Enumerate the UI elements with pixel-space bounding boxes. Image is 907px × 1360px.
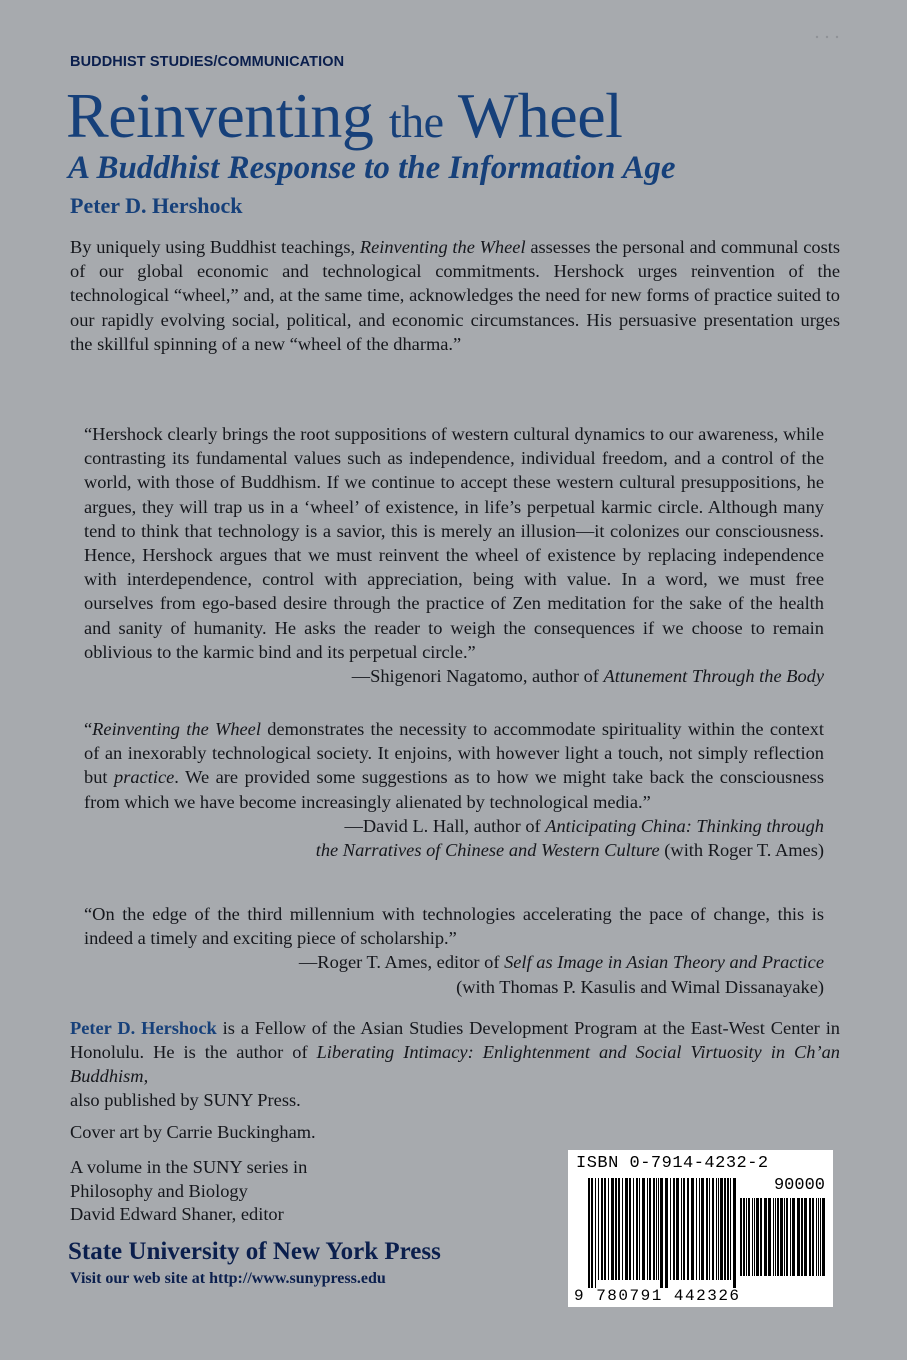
cover-art-credit: Cover art by Carrie Buckingham. bbox=[70, 1122, 316, 1142]
quote-2-reviewer: —David L. Hall, author of bbox=[344, 815, 546, 836]
blurb-text-2: assesses the personal and communal costs of our global economic and technological commitments. Hershock urges reinvention of the technological “wheel,” and, at the same time, acknowledges the need for new forms of practice suited to our rapidly evolving social, political, and economic circumstances. His persuasive presentation urges the skillful spinning of a new “wheel of the dharma.” bbox=[70, 237, 841, 354]
series-info bbox=[70, 1156, 307, 1227]
series-line-2: Philosophy and Biology bbox=[70, 1180, 248, 1201]
quote-2-title-italic: Reinventing the Wheel bbox=[92, 719, 261, 739]
barcode-bar bbox=[642, 1178, 645, 1280]
barcode-bar bbox=[716, 1178, 717, 1280]
quote-2-mid: demonstrates the necessity to accommodate spirituality within the context of an inexorably technological society. It enjoins, with however light a touch, not simply reflection but bbox=[84, 719, 824, 788]
quote-2-work-line-2: the Narratives of Chinese and Western Culture bbox=[315, 840, 660, 861]
barcode-bar bbox=[673, 1178, 675, 1280]
addon-barcode-bars bbox=[740, 1198, 825, 1288]
quote-1-attribution bbox=[84, 664, 824, 688]
review-quote-3 bbox=[84, 902, 824, 999]
price-code: 90000 bbox=[773, 1176, 825, 1195]
barcode-bar bbox=[718, 1178, 719, 1280]
barcode-bar bbox=[818, 1198, 819, 1276]
barcode-bar bbox=[591, 1178, 593, 1288]
barcode-bar bbox=[752, 1198, 753, 1276]
barcode-bar bbox=[812, 1198, 814, 1276]
barcode-bar bbox=[615, 1178, 617, 1280]
barcode-bar bbox=[588, 1178, 590, 1288]
barcode-bar bbox=[660, 1178, 663, 1288]
quote-2-practice-italic: practice bbox=[114, 767, 175, 788]
barcode-bar bbox=[777, 1198, 779, 1276]
series-line-1: A volume in the SUNY series in bbox=[70, 1157, 308, 1177]
quote-1-text: “Hershock clearly brings the root suppositions of western cultural dynamics to our awareness, while contrasting its fundamental values such as independence, individual freedom, and a control of the world, with those of Buddhism. If we continue to accept these western cultural presuppositions, he argues, they will trap us in a ‘wheel’ of existence, in life’s perpetual karmic circle. Although many tend to think that technology is a savior, this is merely an illusion—it colonizes our consciousness. Hence, Hershock argues that we must reinvent the wheel of existence by replacing independence with interdependence, control with appreciation, being with value. In a word, we must free ourselves from ego-based desire through the practice of Zen meditation for the sake of the health and sanity of humanity. He asks the reader to weigh the consequences if we choose to remain oblivious to the karmic bind and its perpetual circle.” bbox=[84, 424, 824, 662]
barcode-bar bbox=[681, 1178, 682, 1280]
review-quote-1 bbox=[84, 422, 824, 688]
title-part-3: Wheel bbox=[457, 80, 623, 151]
barcode-bar bbox=[701, 1178, 704, 1280]
barcode-bar bbox=[809, 1198, 811, 1276]
blurb-text-1: By uniquely using Buddhist teachings, bbox=[70, 237, 360, 257]
barcode-bar bbox=[706, 1178, 708, 1280]
barcode-bar bbox=[670, 1178, 671, 1280]
barcode-bar bbox=[629, 1178, 631, 1280]
bio-book-title: Liberating Intimacy: Enlightenment and Social Virtuosity in Ch’an Buddhism, bbox=[70, 1042, 840, 1086]
barcode-bar bbox=[595, 1178, 596, 1288]
barcode-bar bbox=[724, 1178, 726, 1280]
quote-3-coeditors: (with Thomas P. Kasulis and Wimal Dissanayake) bbox=[456, 976, 824, 997]
ean-digits: 9 780791 442326 bbox=[574, 1287, 741, 1305]
barcode-bar bbox=[740, 1198, 742, 1276]
barcode-bar bbox=[775, 1198, 776, 1276]
category-label: BUDDHIST STUDIES/COMMUNICATION bbox=[70, 54, 345, 70]
barcode-bar bbox=[820, 1198, 821, 1276]
barcode-bar bbox=[687, 1178, 689, 1280]
barcode-bar bbox=[622, 1178, 623, 1280]
barcode-bar bbox=[768, 1198, 771, 1276]
barcode-bar bbox=[696, 1178, 697, 1280]
bio-author-name: Peter D. Hershock bbox=[70, 1018, 217, 1038]
isbn-barcode bbox=[568, 1150, 833, 1307]
barcode-bar bbox=[683, 1178, 685, 1280]
barcode-bar bbox=[647, 1178, 648, 1280]
title-part-1: Reinventing bbox=[66, 80, 374, 151]
barcode-bar bbox=[653, 1178, 655, 1280]
barcode-bar bbox=[656, 1178, 657, 1280]
barcode-bar bbox=[639, 1178, 640, 1280]
barcode-bar bbox=[792, 1198, 795, 1276]
barcode-bar bbox=[754, 1198, 755, 1276]
barcode-bar bbox=[748, 1198, 750, 1276]
barcode-bar bbox=[733, 1178, 736, 1288]
quote-3-reviewer: —Roger T. Ames, editor of bbox=[298, 952, 505, 973]
barcode-bar bbox=[801, 1198, 803, 1276]
bio-text-1: is a Fellow of the Asian Studies Development Program at the East-West Center in Honolulu. He is the author of bbox=[70, 1018, 840, 1062]
barcode-bar bbox=[764, 1198, 767, 1276]
isbn-text: ISBN 0-7914-4232-2 bbox=[576, 1154, 769, 1173]
quote-3-attribution bbox=[84, 950, 824, 998]
quote-2-attribution bbox=[84, 814, 824, 862]
quote-2-open: “ bbox=[84, 719, 93, 739]
barcode-bar bbox=[618, 1178, 620, 1280]
barcode-bar bbox=[598, 1178, 599, 1280]
book-blurb bbox=[70, 235, 840, 356]
barcode-bar bbox=[665, 1178, 668, 1288]
barcode-bar bbox=[676, 1178, 679, 1280]
barcode-bar bbox=[784, 1198, 785, 1276]
barcode-bar bbox=[699, 1178, 700, 1280]
barcode-bar bbox=[773, 1198, 774, 1276]
bio-text-2: also published by SUNY Press. bbox=[70, 1090, 301, 1110]
barcode-bar bbox=[730, 1178, 731, 1280]
barcode-bar bbox=[691, 1178, 694, 1280]
corner-mark-icon bbox=[812, 33, 842, 41]
barcode-bar bbox=[604, 1178, 606, 1280]
quote-2-end: . We are provided some suggestions as to how we might take back the consciousness from which we have become increasingly alienated by technological media.” bbox=[84, 767, 824, 812]
barcode-bar bbox=[760, 1198, 762, 1276]
barcode-bar bbox=[709, 1178, 710, 1280]
title-part-2: the bbox=[388, 96, 444, 147]
quote-3-work: Self as Image in Asian Theory and Practice bbox=[504, 952, 824, 973]
quote-2-suffix: (with Roger T. Ames) bbox=[659, 840, 824, 861]
barcode-bar bbox=[786, 1198, 788, 1276]
publisher-name: State University of New York Press bbox=[68, 1238, 441, 1265]
barcode-bar bbox=[658, 1178, 659, 1280]
barcode-bar bbox=[611, 1178, 614, 1280]
barcode-bar bbox=[743, 1198, 745, 1276]
blurb-title-italic: Reinventing the Wheel bbox=[359, 237, 526, 257]
barcode-bar bbox=[601, 1178, 603, 1280]
barcode-bar bbox=[822, 1198, 825, 1276]
quote-3-text: “On the edge of the third millennium with technologies accelerating the pace of change, this is indeed a timely and exciting piece of scholarship.” bbox=[84, 904, 824, 949]
barcode-bar bbox=[790, 1198, 791, 1276]
barcode-bar bbox=[780, 1198, 783, 1276]
review-quote-2 bbox=[84, 717, 824, 862]
barcode-bar bbox=[636, 1178, 638, 1280]
book-subtitle: A Buddhist Response to the Information Age bbox=[68, 150, 676, 186]
ean-barcode-bars bbox=[588, 1178, 738, 1288]
quote-2-work-line-1: Anticipating China: Thinking through bbox=[545, 815, 824, 836]
publisher-website: Visit our web site at http://www.sunypress.edu bbox=[70, 1270, 386, 1287]
barcode-bar bbox=[633, 1178, 634, 1280]
barcode-bar bbox=[608, 1178, 609, 1280]
quote-2-text bbox=[84, 717, 824, 814]
barcode-bar bbox=[649, 1178, 651, 1280]
barcode-bar bbox=[756, 1198, 759, 1276]
quote-1-work: Attunement Through the Body bbox=[603, 666, 824, 687]
barcode-bar bbox=[746, 1198, 747, 1276]
barcode-bar bbox=[712, 1178, 714, 1280]
series-editor: David Edward Shaner, editor bbox=[70, 1204, 284, 1224]
author-name: Peter D. Hershock bbox=[70, 193, 243, 218]
quote-1-reviewer: —Shigenori Nagatomo, author of bbox=[351, 666, 604, 687]
barcode-bar bbox=[727, 1178, 729, 1280]
barcode-bar bbox=[797, 1198, 800, 1276]
barcode-bar bbox=[720, 1178, 723, 1280]
barcode-bar bbox=[816, 1198, 817, 1276]
barcode-bar bbox=[804, 1198, 807, 1276]
barcode-bar bbox=[625, 1178, 628, 1280]
author-bio bbox=[70, 1016, 840, 1112]
